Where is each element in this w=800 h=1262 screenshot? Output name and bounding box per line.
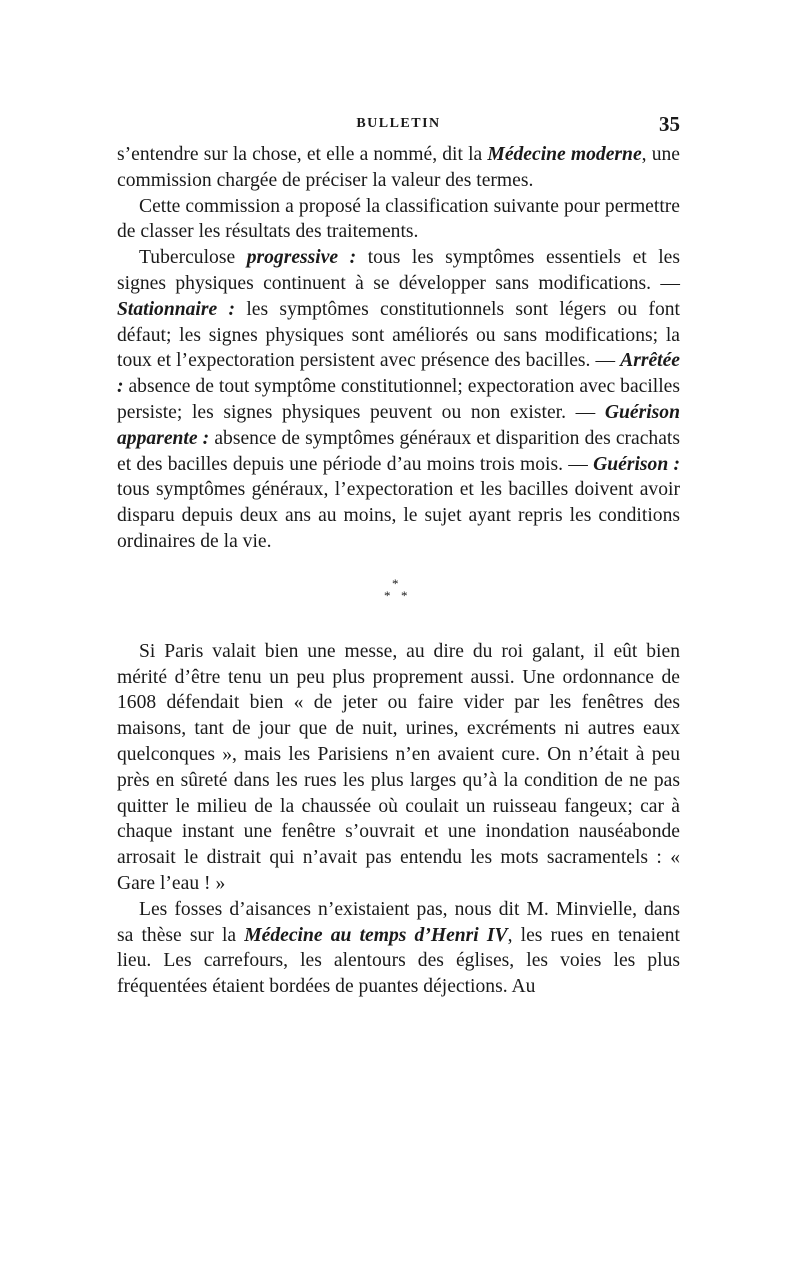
running-title: BULLETIN	[356, 116, 441, 131]
paragraph-3	[117, 245, 680, 555]
section-tuberculosis-classification	[117, 142, 680, 555]
paragraph-5-text-a: Les fosses d’aisances n’existaient pas, nous dit M. Minvielle, dans sa thèse sur la	[117, 898, 680, 946]
paragraph-1-text-c: , une commission chargée de préciser la valeur des termes.	[117, 144, 681, 191]
paragraph-4: Si Paris valait bien une messe, au dire du roi galant, il eût bien mérité d’être tenu un peu plus proprement aussi. Une ordonnance de 1608 défendait bien « de jeter ou faire vider par les fenêtres des maisons, tant de jour que de nuit, urines, excréments ni autres eaux quelconques », mais les Parisiens n’en avaient cure. On n’était à peu près en sûreté dans les rues les plus larges qu’à la condition de ne pas quitter le milieu de la chaussée où coulait un ruisseau fangeux; car à chaque instant une fenêtre s’ouvrait et une inondation nauséabonde arrosait le distrait qui n’avait pas entendu les mots sacramentels : « Gare l’eau ! »	[117, 640, 680, 894]
paragraph-3-text-a: Tuberculose	[139, 247, 247, 269]
running-head	[117, 112, 680, 142]
asterism-star-left: *	[384, 587, 391, 603]
term-guerison: Guérison :	[593, 453, 680, 475]
paragraph-5	[117, 897, 680, 1000]
term-arretee: Arrêtée :	[117, 350, 680, 398]
term-guerison-apparente: Guérison apparente :	[117, 401, 680, 449]
book-page	[117, 112, 680, 1000]
asterism-star-right: *	[401, 587, 408, 603]
paragraph-3-text-i: absence de symptômes généraux et disparition des crachats et des bacilles depuis une période d’au moins trois mois. —	[117, 427, 680, 475]
section-paris-sanitation	[117, 639, 680, 1000]
paragraph-3-text-g: absence de tout symptôme constitutionnel; expectoration avec bacilles persiste; les signes physiques peuvent ou non exister. —	[117, 376, 680, 423]
paragraph-1-text-a: s’entendre sur la chose, et elle a nommé, dit la	[117, 144, 488, 165]
term-stationnaire: Stationnaire :	[117, 298, 236, 320]
journal-title-medecine-moderne: Médecine moderne	[487, 144, 642, 165]
page-number: 35	[659, 112, 680, 136]
asterism-star-top: *	[392, 575, 399, 591]
paragraph-3-text-k: tous symptômes généraux, l’expectoration et les bacilles doivent avoir disparu depuis deux ans au moins, le sujet ayant repris les conditions ordinaires de la vie.	[117, 479, 680, 552]
paragraph-5-text-c: , les rues en tenaient lieu. Les carrefours, les alentours des églises, les voies les plus fréquentées étaient bordées de puantes déjections. Au	[117, 924, 680, 998]
term-progressive: progressive :	[246, 247, 357, 269]
thesis-title: Médecine au temps d’Henri IV	[244, 924, 508, 946]
paragraph-3-text-c: tous les symptômes essentiels et les signes physiques continuent à se développer sans modifications. —	[117, 247, 680, 294]
paragraph-2: Cette commission a proposé la classification suivante pour permettre de classer les résultats des traitements.	[117, 195, 680, 243]
paragraph-3-text-e: les symptômes constitutionnels sont légers ou font défaut; les signes physiques sont améliorés ou sans modifications; la toux et l’expectoration persistent avec présence des bacilles. —	[117, 298, 680, 372]
asterism-separator	[117, 555, 680, 639]
paragraph-1	[117, 142, 680, 194]
